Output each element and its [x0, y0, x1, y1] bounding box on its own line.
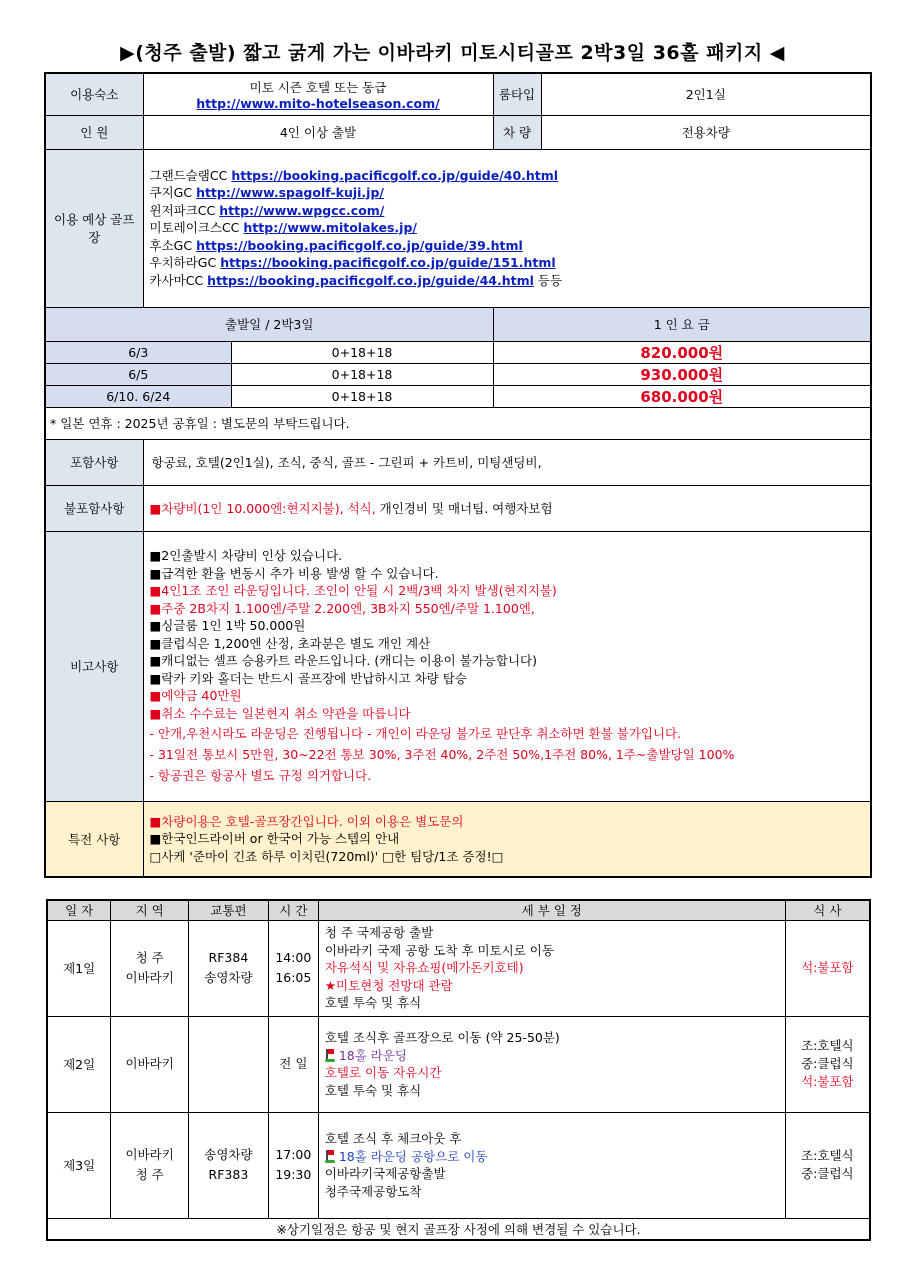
price-row-amount: 820.000원: [493, 341, 871, 363]
itinerary-detail-text: 호텔로 이동 자유시간: [324, 1065, 442, 1080]
package-info-table: [44, 72, 872, 878]
remarks-list: [143, 531, 871, 801]
itinerary-detail-line: [325, 1165, 781, 1183]
header-day: 일 자: [47, 900, 111, 920]
itinerary-detail-text: 18홀 라운딩 공항으로 이동: [338, 1148, 488, 1164]
itinerary-time: [268, 1016, 318, 1112]
remark-line: ■2인출발시 차량비 인상 있습니다.: [149, 548, 343, 564]
remark-line: - 안개,우천시라도 라운딩은 진행됩니다 - 개인이 라운딩 불가로 판단후 취소하면 환불 불가입니다.: [149, 726, 682, 742]
itinerary-detail-text: 청 주 국제공항 출발: [324, 925, 434, 941]
golf-course-name: 윈저파크CC: [149, 202, 216, 218]
people-value: 4인 이상 출발: [143, 115, 493, 149]
included-text: 항공료, 호텔(2인1실), 조식, 중식, 골프 - 그린피 + 카트비, 미팅샌딩비,: [143, 439, 871, 485]
itinerary-details: [318, 920, 785, 1016]
itinerary-detail-line: [325, 1183, 781, 1201]
page-title: ▶(청주 출발) 짧고 굵게 가는 이바라키 미토시티골프 2박3일 36홀 패키지 ◀: [120, 42, 785, 64]
remark-line: ■예약금 40만원: [149, 688, 242, 704]
itinerary-transport-line: 송영차량: [204, 970, 253, 985]
car-label: 차 량: [493, 115, 541, 149]
golf-course-name: 카사마CC: [149, 272, 204, 288]
golf-course-suffix: 등등: [537, 272, 563, 288]
itinerary-detail-line: [325, 959, 781, 977]
itinerary-day: 제2일: [47, 1016, 111, 1112]
itinerary-detail-text: 호텔 조식후 골프장으로 이동 (약 25-50분): [324, 1030, 560, 1045]
itinerary-detail-text: 청주국제공항도착: [324, 1183, 422, 1199]
golf-course-item: [150, 184, 867, 202]
remark-line: ■싱글룸 1인 1박 50.000원: [149, 618, 306, 634]
itinerary-detail-text: 이바라키 국제 공항 도착 후 미토시로 이동: [324, 942, 554, 958]
itinerary-region-line: 이바라키: [125, 970, 174, 985]
remark-line: ■급격한 환율 변동시 추가 비용 발생 할 수 있습니다.: [149, 565, 439, 581]
itinerary-meals: [785, 1016, 870, 1112]
special-label: 특전 사항: [45, 801, 143, 877]
remark-line: ■클럽식은 1,200엔 산정, 초과분은 별도 개인 계산: [149, 635, 431, 651]
itinerary-detail-line: [325, 1029, 781, 1047]
golf-course-item: [150, 237, 867, 255]
excluded-label: 불포함사항: [45, 485, 143, 531]
itinerary-detail-line: [325, 1064, 781, 1082]
meal-line: 조:호텔식: [801, 1038, 854, 1053]
golf-course-link[interactable]: http://www.wpgcc.com/: [219, 202, 385, 218]
price-header: 1 인 요 금: [493, 307, 871, 341]
itinerary-time-line: 14:00: [275, 950, 312, 965]
itinerary-time-line: 17:00: [275, 1147, 312, 1162]
itinerary-region-line: 이바라키: [125, 1147, 174, 1162]
itinerary-time: [268, 1112, 318, 1218]
price-row-rounds: 0+18+18: [231, 341, 493, 363]
excluded-bullet: ■: [149, 501, 162, 516]
itinerary-region-line: 청 주: [135, 1167, 164, 1182]
itinerary-transport-line: RF383: [208, 1167, 249, 1182]
itinerary-meals: [785, 920, 870, 1016]
remark-line: ■캐디없는 셀프 승용카트 라운드입니다. (캐디는 이용이 불가능합니다): [149, 653, 537, 669]
itinerary-transport-line: 송영차량: [204, 1147, 253, 1162]
header-time: 시 간: [268, 900, 318, 920]
itinerary-detail-text: 호텔 투숙 및 휴식: [324, 1082, 422, 1098]
itinerary-time-line: 전 일: [279, 1056, 308, 1071]
golf-course-item: [150, 219, 867, 237]
golf-course-link[interactable]: https://booking.pacificgolf.co.jp/guide/151.html: [220, 255, 556, 271]
hotel-name: 미토 시즌 호텔 또는 동급: [249, 79, 387, 95]
itinerary-meals: [785, 1112, 870, 1218]
itinerary-detail-text: ★미토현청 전망대 관람: [324, 977, 453, 993]
golf-course-item: [150, 202, 867, 220]
special-list: [143, 801, 871, 877]
golf-flag-icon: [325, 1049, 335, 1062]
meal-line: 석:불포함: [801, 960, 854, 975]
golf-course-link[interactable]: http://www.spagolf-kuji.jp/: [196, 185, 384, 201]
itinerary-detail-line: [325, 1082, 781, 1100]
golf-course-name: 쿠지GC: [149, 185, 193, 201]
itinerary-transport: [189, 920, 269, 1016]
golf-course-item: [150, 167, 867, 185]
header-region: 지 역: [111, 900, 189, 920]
golf-course-link[interactable]: https://booking.pacificgolf.co.jp/guide/39.html: [196, 237, 523, 253]
itinerary-detail-line: [325, 942, 781, 960]
itinerary-day: 제1일: [47, 920, 111, 1016]
itinerary-transport-line: RF384: [208, 950, 249, 965]
itinerary-detail-line: [325, 1047, 781, 1065]
golf-course-link[interactable]: http://www.mitolakes.jp/: [243, 220, 417, 236]
itinerary-detail-text: 자유석식 및 자유쇼핑(메가돈키호테): [324, 960, 524, 976]
itinerary-detail-text: 호텔 조식 후 체크아웃 후: [324, 1131, 462, 1146]
price-row-rounds: 0+18+18: [231, 385, 493, 407]
golf-course-link[interactable]: https://booking.pacificgolf.co.jp/guide/44.html: [207, 272, 534, 288]
itinerary-region: [111, 920, 189, 1016]
itinerary-transport: [189, 1112, 269, 1218]
itinerary-detail-line: [325, 924, 781, 942]
hotel-cell: [143, 73, 493, 115]
itinerary-day-row: [47, 920, 870, 1016]
golf-course-item: [150, 254, 867, 272]
itinerary-day: 제3일: [47, 1112, 111, 1218]
price-row-amount: 680.000원: [493, 385, 871, 407]
golf-courses-label: 이용 예상 골프장: [45, 149, 143, 307]
itinerary-detail-line: [325, 977, 781, 995]
special-line: ■한국인드라이버 or 한국어 가능 스텝의 안내: [149, 831, 400, 846]
itinerary-details: [318, 1016, 785, 1112]
itinerary-footer: ※상기일정은 항공 및 현지 골프장 사정에 의해 변경될 수 있습니다.: [47, 1218, 870, 1240]
golf-course-item: [150, 272, 867, 290]
special-line: □사케 '준마이 긴죠 하루 이치린(720ml)' □한 팀당/1조 증정!□: [149, 848, 504, 864]
room-type-value: 2인1실: [541, 73, 871, 115]
header-meals: 식 사: [785, 900, 870, 920]
remark-line: ■락카 키와 홀더는 반드시 골프장에 반납하시고 차량 탑승: [149, 670, 467, 686]
itinerary-detail-line: [325, 1130, 781, 1148]
golf-course-name: 우치하라GC: [149, 255, 217, 271]
remarks-label: 비고사항: [45, 531, 143, 801]
itinerary-table: [46, 899, 871, 1241]
meal-line: 조:호텔식: [801, 1148, 854, 1163]
itinerary-detail-text: 18홀 라운딩: [338, 1047, 407, 1063]
itinerary-transport: [189, 1016, 269, 1112]
remark-line: ■4인1조 조인 라운딩입니다. 조인이 안될 시 2백/3백 차지 발생(현지지불): [149, 583, 557, 599]
golf-course-name: 후소GC: [149, 237, 193, 253]
itinerary-day-row: [47, 1112, 870, 1218]
itinerary-detail-text: 호텔 투숙 및 휴식: [324, 995, 422, 1011]
remark-line: ■주중 2B차지 1.100엔/주말 2.200엔, 3B차지 550엔/주말 1.100엔,: [149, 600, 535, 616]
special-line: ■차량이용은 호텔-골프장간입니다. 이외 이용은 별도문의: [149, 813, 464, 829]
price-row-date: 6/3: [45, 341, 231, 363]
itinerary-detail-line: [325, 994, 781, 1012]
remark-line: - 항공권은 항공사 별도 규정 의거합니다.: [149, 768, 372, 784]
price-row-date: 6/5: [45, 363, 231, 385]
price-row-rounds: 0+18+18: [231, 363, 493, 385]
itinerary-time-line: 16:05: [275, 970, 312, 985]
price-row-amount: 930.000원: [493, 363, 871, 385]
itinerary-detail-text: 이바라키국제공항출발: [324, 1166, 446, 1181]
car-value: 전용차량: [541, 115, 871, 149]
golf-course-name: 그랜드슬램CC: [149, 167, 228, 183]
meal-line: 석:불포함: [801, 1074, 854, 1089]
hotel-link[interactable]: http://www.mito-hotelseason.com/: [196, 95, 440, 111]
hotel-label: 이용숙소: [45, 73, 143, 115]
remark-line: ■취소 수수료는 일본현지 취소 약관을 따릅니다: [149, 705, 411, 721]
itinerary-time-line: 19:30: [275, 1167, 312, 1182]
meal-line: 중:클럽식: [801, 1056, 854, 1071]
included-label: 포함사항: [45, 439, 143, 485]
golf-course-link[interactable]: https://booking.pacificgolf.co.jp/guide/40.html: [231, 167, 559, 183]
people-label: 인 원: [45, 115, 143, 149]
golf-course-list: [143, 149, 871, 307]
excluded-cell: [143, 485, 871, 531]
golf-course-name: 미토레이크스CC: [149, 220, 240, 236]
golf-flag-icon: [325, 1150, 335, 1163]
meal-line: 중:클럽식: [801, 1166, 854, 1181]
itinerary-day-row: [47, 1016, 870, 1112]
itinerary-region: [111, 1112, 189, 1218]
header-transport: 교통편: [189, 900, 269, 920]
excluded-text: 개인경비 및 매너팁. 여행자보험: [375, 501, 553, 516]
itinerary-region: [111, 1016, 189, 1112]
remark-line: - 31일전 통보시 5만원, 30~22전 통보 30%, 3주전 40%, 2주전 50%,1주전 80%, 1주~출발당일 100%: [149, 746, 735, 762]
itinerary-region-line: 이바라키: [125, 1056, 174, 1071]
price-row-date: 6/10. 6/24: [45, 385, 231, 407]
room-type-label: 룸타입: [493, 73, 541, 115]
departure-date-header: 출발일 / 2박3일: [45, 307, 493, 341]
excluded-red-text: 차량비(1인 10.000엔:현지지불), 석식,: [161, 501, 376, 516]
itinerary-region-line: 청 주: [135, 950, 164, 965]
holiday-note: * 일본 연휴 : 2025년 공휴일 : 별도문의 부탁드립니다.: [45, 407, 871, 439]
header-details: 세 부 일 정: [318, 900, 785, 920]
itinerary-detail-line: [325, 1148, 781, 1166]
itinerary-details: [318, 1112, 785, 1218]
itinerary-time: [268, 920, 318, 1016]
